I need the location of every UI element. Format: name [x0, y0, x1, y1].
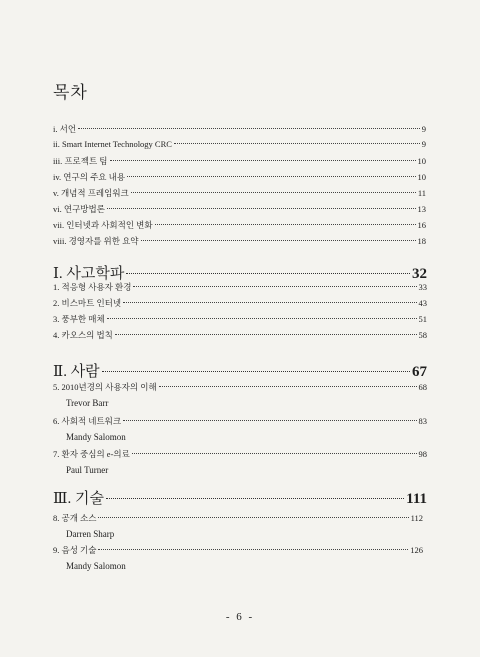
leader-dots [141, 240, 416, 241]
toc-entry-label: 7. 환자 중심의 e-의료 [53, 449, 130, 459]
section-heading-label: Ⅰ. 사고학파 [53, 266, 125, 282]
leader-dots [106, 498, 404, 499]
leader-dots [123, 420, 416, 421]
toc-entry-label: vii. 인터넷과 사회적인 변화 [53, 220, 153, 230]
toc-entry-page: 51 [418, 314, 427, 324]
toc-entry-label: v. 개념적 프레임워크 [53, 188, 129, 198]
leader-dots [126, 273, 410, 274]
section-heading-page: 67 [412, 364, 427, 380]
leader-dots [131, 192, 416, 193]
leader-dots [102, 371, 410, 372]
toc-entry-page: 9 [421, 139, 426, 149]
toc-entry-page: 43 [418, 298, 427, 308]
section-heading-3[interactable] [53, 487, 427, 508]
leader-dots [115, 334, 417, 335]
leader-dots [107, 208, 416, 209]
section-heading-1[interactable] [53, 262, 427, 283]
toc-entry-page: 9 [421, 124, 426, 134]
toc-entry-page: 83 [418, 416, 427, 426]
toc-entry-page: 11 [417, 188, 426, 198]
page-title: 목차 [53, 83, 88, 102]
toc-entry-page: 68 [418, 382, 427, 392]
toc-entry-page: 13 [417, 204, 426, 214]
toc-entry-label: 5. 2010년경의 사용자의 이해 [53, 382, 157, 392]
leader-dots [98, 517, 408, 518]
toc-entry-label: 3. 풍부한 매체 [53, 314, 105, 324]
leader-dots [123, 302, 416, 303]
toc-entry-page: 16 [417, 220, 426, 230]
toc-entry-label: 1. 적응형 사용자 환경 [53, 282, 132, 292]
section-heading-label: Ⅱ. 사람 [53, 364, 100, 380]
toc-entry[interactable] [53, 381, 427, 393]
toc-entry[interactable] [53, 155, 426, 167]
toc-entry-page: 112 [410, 513, 423, 523]
toc-entry[interactable] [53, 139, 426, 149]
leader-dots [127, 176, 415, 177]
toc-entry[interactable] [53, 297, 427, 309]
toc-entry-label: vi. 연구방법론 [53, 204, 105, 214]
toc-entry-page: 98 [418, 449, 427, 459]
section-heading-page: 32 [412, 266, 427, 282]
toc-entry[interactable] [53, 187, 426, 199]
toc-entry[interactable] [53, 512, 423, 524]
toc-entry-author: Paul Turner [66, 465, 109, 475]
section-heading-page: 111 [406, 491, 427, 507]
toc-entry[interactable] [53, 448, 427, 460]
toc-entry-page: 33 [418, 282, 427, 292]
toc-entry-author: Mandy Salomon [66, 432, 126, 442]
leader-dots [107, 318, 417, 319]
toc-entry-label: 6. 사회적 네트워크 [53, 416, 122, 426]
toc-entry-label: iii. 프로젝트 팀 [53, 156, 108, 166]
toc-entry[interactable] [53, 313, 427, 325]
leader-dots [159, 386, 417, 387]
toc-entry-label: 9. 음성 기술 [53, 545, 97, 555]
toc-entry-page: 10 [417, 172, 426, 182]
toc-entry-author: Trevor Barr [66, 398, 109, 408]
toc-entry[interactable] [53, 329, 427, 341]
toc-entry-page: 58 [418, 330, 427, 340]
leader-dots [174, 143, 420, 144]
toc-entry[interactable] [53, 171, 426, 183]
toc-entry[interactable] [53, 203, 426, 215]
toc-entry-label: 4. 카오스의 법칙 [53, 330, 113, 340]
toc-entry[interactable] [53, 544, 423, 556]
toc-entry-label: i. 서언 [53, 124, 77, 134]
toc-entry-label: 8. 공개 소스 [53, 513, 97, 523]
leader-dots [78, 128, 420, 129]
leader-dots [155, 224, 416, 225]
toc-entry-label: iv. 연구의 주요 내용 [53, 172, 126, 182]
leader-dots [110, 160, 416, 161]
toc-entry[interactable] [53, 281, 427, 293]
toc-entry-label: viii. 경영자를 위한 요약 [53, 236, 139, 246]
page-number: - 6 - [225, 611, 255, 623]
toc-entry[interactable] [53, 123, 426, 135]
leader-dots [133, 286, 416, 287]
toc-entry-page: 18 [417, 236, 426, 246]
section-heading-label: Ⅲ. 기술 [53, 491, 104, 507]
toc-entry-label: 2. 비스마트 인터넷 [53, 298, 122, 308]
section-heading-2[interactable] [53, 360, 427, 381]
leader-dots [132, 453, 417, 454]
toc-entry-author: Darren Sharp [66, 529, 115, 539]
toc-entry[interactable] [53, 219, 426, 231]
toc-entry-page: 126 [410, 545, 423, 555]
toc-entry[interactable] [53, 235, 426, 247]
toc-entry-page: 10 [417, 156, 426, 166]
toc-entry-author: Mandy Salomon [66, 561, 126, 571]
toc-entry-label: ii. Smart Internet Technology CRC [53, 139, 172, 149]
leader-dots [98, 549, 408, 550]
toc-entry[interactable] [53, 415, 427, 427]
